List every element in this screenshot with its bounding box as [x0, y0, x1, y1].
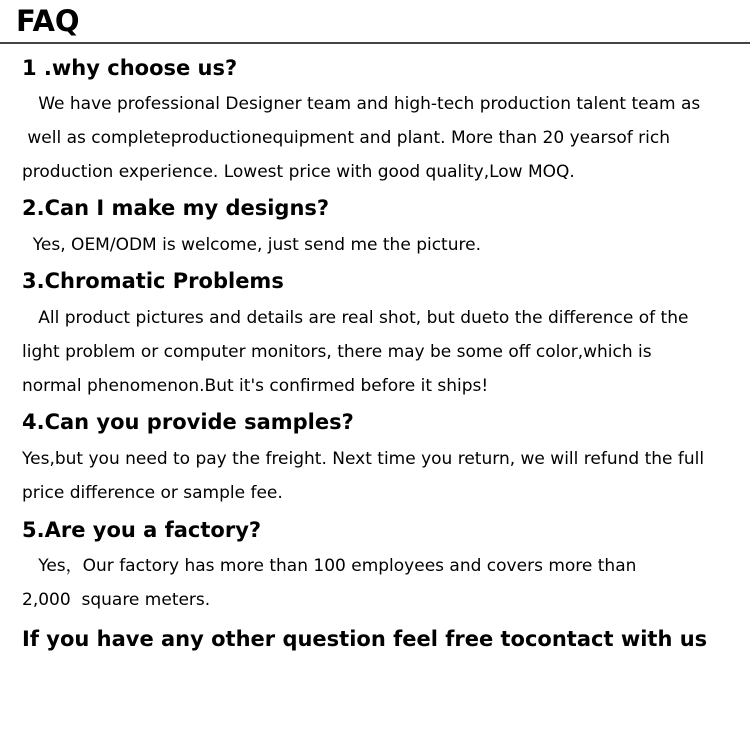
faq-answer-4-line: price difference or sample fee. — [22, 483, 283, 503]
faq-answer-2 — [22, 228, 737, 262]
faq-answer-1-line: well as completeproductionequipment and plant. More than 20 yearsof rich — [22, 128, 670, 148]
faq-answer-5-line: 2,000 square meters. — [22, 590, 211, 610]
faq-answer-5 — [22, 549, 737, 617]
faq-question-1: 1 .why choose us? — [22, 56, 238, 80]
title-divider — [0, 42, 750, 44]
faq-answer-4-line: Yes,but you need to pay the freight. Next time you return, we will refund the full — [22, 449, 705, 469]
faq-answer-4 — [22, 442, 737, 510]
faq-answer-1 — [22, 87, 737, 189]
faq-answer-1-line: We have professional Designer team and high-tech production talent team as — [22, 94, 701, 114]
faq-answer-3-line: All product pictures and details are real shot, but dueto the difference of the — [22, 308, 689, 328]
faq-answer-3 — [22, 301, 737, 403]
faq-list — [22, 52, 737, 655]
closing-contact-message: If you have any other question feel free tocontact with us — [22, 627, 708, 651]
faq-answer-3-line: normal phenomenon.But it's confirmed before it ships! — [22, 376, 489, 396]
faq-question-5: 5.Are you a factory? — [22, 518, 262, 542]
faq-question-4: 4.Can you provide samples? — [22, 410, 354, 434]
faq-answer-3-line: light problem or computer monitors, there may be some off color,which is — [22, 342, 652, 362]
faq-answer-1-line: production experience. Lowest price with good quality,Low MOQ. — [22, 162, 575, 182]
faq-answer-2-line: Yes, OEM/ODM is welcome, just send me the picture. — [22, 235, 481, 255]
faq-question-3: 3.Chromatic Problems — [22, 269, 284, 293]
faq-answer-5-line: Yes，Our factory has more than 100 employees and covers more than — [22, 556, 637, 576]
page-title: FAQ — [16, 4, 80, 38]
faq-question-2: 2.Can I make my designs? — [22, 196, 330, 220]
